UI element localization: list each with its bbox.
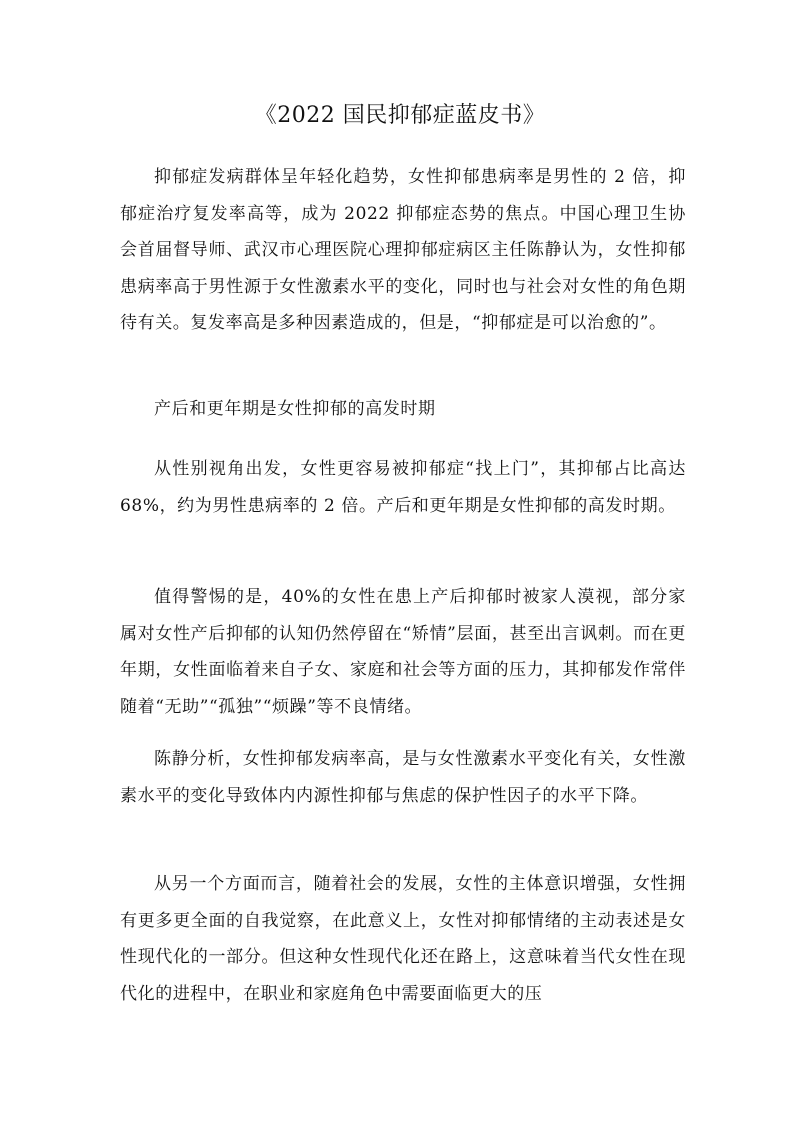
document-title: 《2022 国民抑郁症蓝皮书》 bbox=[254, 103, 546, 128]
paragraph-text: 抑郁症发病群体呈年轻化趋势，女性抑郁患病率是男性的 2 倍，抑郁症治疗复发率高等，成为 2022 抑郁症态势的焦点。中国心理卫生协会首届督导师、武汉市心理医院心理抑郁症病区主任陈静认为，女性抑郁患病率高于男性源于女性激素水平的变化，同时也与社会对女性的角色期待有关。复发率高是多种因素造成的，但是，“抑郁症是可以治愈的”。 bbox=[120, 167, 686, 333]
paragraph-text: 从性别视角出发，女性更容易被抑郁症“找上门”，其抑郁占比高达 68%，约为男性患病率的 2 倍。产后和更年期是女性抑郁的高发时期。 bbox=[120, 459, 686, 516]
paragraph-text: 陈静分析，女性抑郁发病率高，是与女性激素水平变化有关，女性激素水平的变化导致体内内源性抑郁与焦虑的保护性因子的水平下降。 bbox=[120, 749, 686, 806]
paragraph-gender-perspective bbox=[120, 451, 686, 524]
paragraph-social-development bbox=[120, 866, 686, 1012]
paragraph-hormone-analysis bbox=[120, 741, 686, 814]
section-heading bbox=[120, 391, 686, 428]
paragraph-intro bbox=[120, 159, 686, 342]
section-heading-text: 产后和更年期是女性抑郁的高发时期 bbox=[154, 399, 436, 419]
paragraph-text: 值得警惕的是，40%的女性在患上产后抑郁时被家人漠视，部分家属对女性产后抑郁的认知仍然停留在“矫情”层面，甚至出言讽刺。而在更年期，女性面临着来自子女、家庭和社会等方面的压力，其抑郁发作常伴随着“无助”“孤独”“烦躁”等不良情绪。 bbox=[120, 587, 686, 717]
paragraph-text: 从另一个方面而言，随着社会的发展，女性的主体意识增强，女性拥有更多更全面的自我觉察，在此意义上，女性对抑郁情绪的主动表述是女性现代化的一部分。但这种女性现代化还在路上，这意味着当代女性在现代化的进程中，在职业和家庭角色中需要面临更大的压 bbox=[120, 874, 686, 1004]
paragraph-postpartum-warning bbox=[120, 579, 686, 725]
